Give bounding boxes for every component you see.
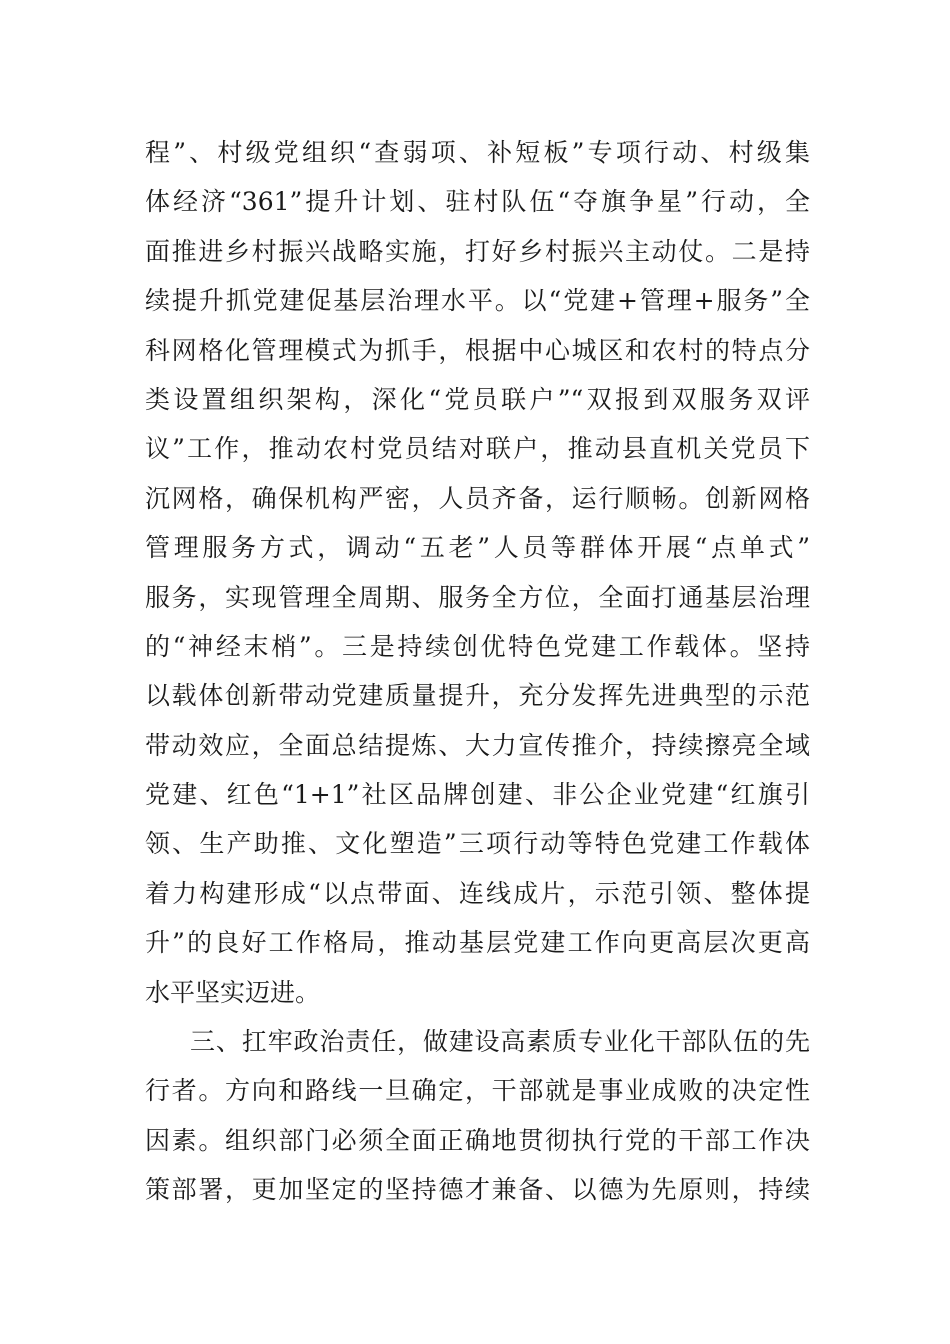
text-line: 因素。组织部门必须全面正确地贯彻执行党的干部工作决 [145,1125,810,1155]
text-line: 类设置组织架构，深化“党员联户”“双报到双服务双评 [145,384,810,414]
text-line: 带动效应，全面总结提炼、大力宣传推介，持续擦亮全域 [145,730,810,760]
paragraph-start-line: 三、扛牢政治责任，做建设高素质专业化干部队伍的先 [190,1027,810,1057]
text-line: 面推进乡村振兴战略实施，打好乡村振兴主动仗。二是持 [145,236,810,266]
text-line: 体经济“361”提升计划、驻村队伍“夺旗争星”行动，全 [145,187,810,217]
text-line: 行者。方向和路线一旦确定，干部就是事业成败的决定性 [145,1076,810,1106]
text-line: 升”的良好工作格局，推动基层党建工作向更高层次更高 [145,928,810,958]
text-line: 议”工作，推动农村党员结对联户，推动县直机关党员下 [145,434,810,464]
text-line: 党建、红色“1+1”社区品牌创建、非公企业党建“红旗引 [145,780,810,810]
text-line: 程”、村级党组织“查弱项、补短板”专项行动、村级集 [145,138,810,167]
text-line: 策部署，更加坚定的坚持德才兼备、以德为先原则，持续 [145,1175,810,1205]
text-line: 服务，实现管理全周期、服务全方位，全面打通基层治理 [145,582,810,612]
paragraph-end-line: 水平坚实迈进。 [145,977,321,1007]
text-line: 着力构建形成“以点带面、连线成片，示范引领、整体提 [145,878,810,908]
text-line: 科网格化管理模式为抓手，根据中心城区和农村的特点分 [145,335,810,365]
body-text [145,128,810,1215]
text-line: 的“神经末梢”。三是持续创优特色党建工作载体。坚持 [145,631,810,661]
text-line: 领、生产助推、文化塑造”三项行动等特色党建工作载体 [145,829,810,859]
text-line: 管理服务方式，调动“五老”人员等群体开展“点单式” [145,533,810,563]
text-line: 以载体创新带动党建质量提升，充分发挥先进典型的示范 [145,681,810,711]
text-line: 沉网格，确保机构严密，人员齐备，运行顺畅。创新网格 [145,483,810,513]
text-line: 续提升抓党建促基层治理水平。以“党建+管理+服务”全 [145,286,810,316]
